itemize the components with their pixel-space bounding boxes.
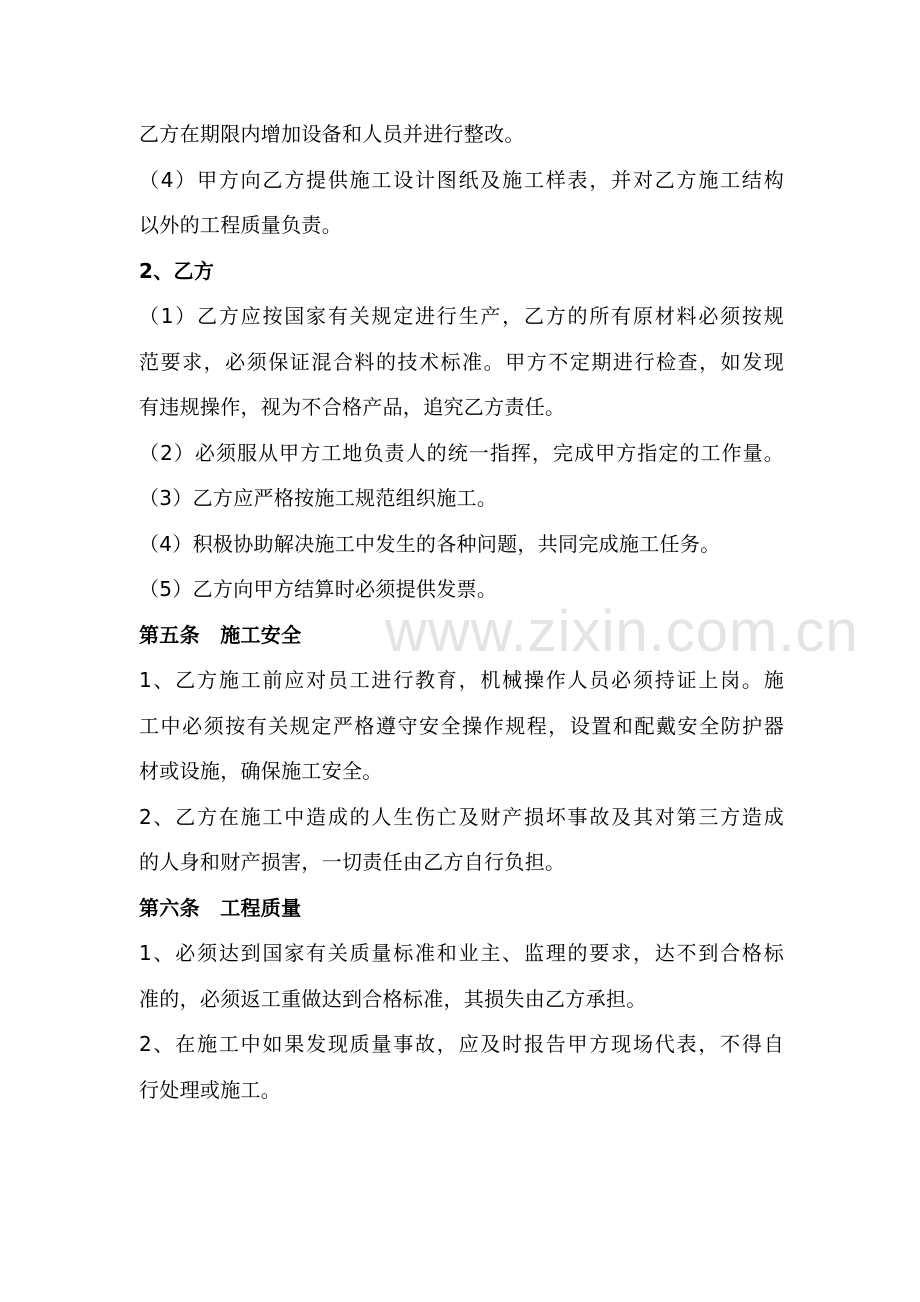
paragraph-line: 以外的工程质量负责。: [139, 213, 342, 237]
paragraph-line: （4）积极协助解决施工中发生的各种问题，共同完成施工任务。: [139, 531, 721, 556]
paragraph-line: （3）乙方应严格按施工规范组织施工。: [139, 486, 498, 510]
paragraph-line: 乙方在期限内增加设备和人员并进行整改。: [139, 122, 525, 146]
paragraph-line: 2、乙方在施工中造成的人生伤亡及财产损坏事故及其对第三方造成: [139, 804, 784, 829]
section-heading: 2、乙方: [139, 258, 215, 283]
article-heading: 第五条 施工安全: [139, 622, 302, 647]
paragraph-line: 范要求，必须保证混合料的技术标准。甲方不定期进行检查，如发现: [139, 349, 784, 374]
paragraph-line: 有违规操作，视为不合格产品，追究乙方责任。: [139, 395, 566, 419]
document-body: [139, 112, 784, 1113]
paragraph-line: （4）甲方向乙方提供施工设计图纸及施工样表，并对乙方施工结构: [139, 167, 784, 192]
paragraph-line: （2）必须服从甲方工地负责人的统一指挥，完成甲方指定的工作量。: [139, 440, 784, 465]
paragraph-line: 材或设施，确保施工安全。: [139, 759, 383, 783]
paragraph-line: 准的，必须返工重做达到合格标准，其损失由乙方承担。: [139, 986, 647, 1011]
article-heading: 第六条 工程质量: [139, 895, 302, 920]
paragraph-line: 工中必须按有关规定严格遵守安全操作规程，设置和配戴安全防护器: [139, 713, 784, 738]
paragraph-line: 2、在施工中如果发现质量事故，应及时报告甲方现场代表，不得自: [139, 1032, 784, 1056]
paragraph-line: （5）乙方向甲方结算时必须提供发票。: [139, 577, 498, 601]
paragraph-line: 1、必须达到国家有关质量标准和业主、监理的要求，达不到合格标: [139, 941, 784, 965]
paragraph-line: 行处理或施工。: [139, 1077, 282, 1102]
paragraph-line: （1）乙方应按国家有关规定进行生产，乙方的所有原材料必须按规: [139, 304, 784, 328]
paragraph-line: 的人身和财产损害，一切责任由乙方自行负担。: [139, 850, 566, 874]
watermark: www.zixin.com.cn: [385, 599, 859, 664]
paragraph-line: 1、乙方施工前应对员工进行教育，机械操作人员必须持证上岗。施: [139, 668, 784, 692]
